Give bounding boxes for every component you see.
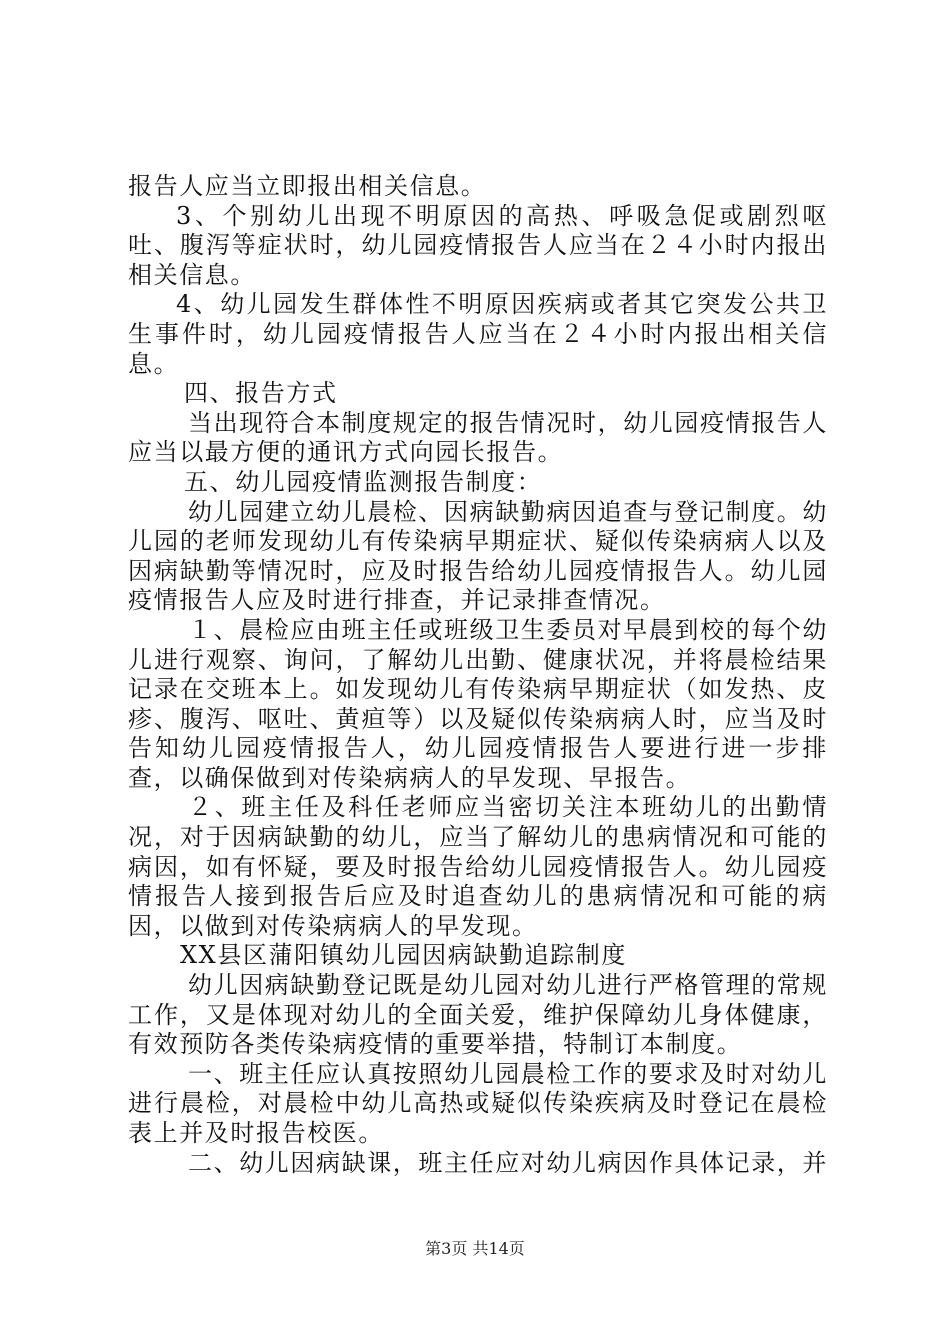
paragraph-report-method: 当出现符合本制度规定的报告情况时，幼儿园疫情报告人应当以最方便的通讯方式向园长报告。 bbox=[128, 408, 828, 467]
paragraph-morning-check: １、晨检应由班主任或班级卫生委员对早晨到校的每个幼儿进行观察、询问，了解幼儿出勤、健康状况，并将晨检结果记录在交班本上。如发现幼儿有传染病早期症状（如发热、皮疹、腹泻、呕吐、黄疸等）以及疑似传染病病人时，应当及时告知幼儿园疫情报告人，幼儿园疫情报告人要进行进一步排查，以确保做到对传染病病人的早发现、早报告。 bbox=[128, 615, 828, 792]
section-heading-monitoring-system: 五、幼儿园疫情监测报告制度： bbox=[184, 467, 543, 496]
paragraph-attendance: ２、班主任及科任老师应当密切关注本班幼儿的出勤情况，对于因病缺勤的幼儿，应当了解幼儿的患病情况和可能的病因，如有怀疑，要及时报告给幼儿园疫情报告人。幼儿园疫情报告人接到报告后应及时追查幼儿的患病情况和可能的病因，以做到对传染病病人的早发现。 bbox=[128, 793, 828, 940]
section-heading-report-method: 四、报告方式 bbox=[184, 379, 338, 408]
page-number-footer: 第3页 共14页 bbox=[425, 1239, 525, 1258]
paragraph-continuation: 报告人应当立即报出相关信息。 bbox=[128, 172, 487, 200]
paragraph-item-3: 3、个别幼儿出现不明原因的高热、呼吸急促或剧烈呕吐、腹泻等症状时，幼儿园疫情报告人应当在２４小时内报出相关信息。 bbox=[128, 201, 828, 289]
paragraph-rule-2: 二、幼儿因病缺课，班主任应对幼儿病因作具体记录，并 bbox=[188, 1148, 828, 1177]
paragraph-rule-1: 一、班主任应认真按照幼儿园晨检工作的要求及时对幼儿进行晨检，对晨检中幼儿高热或疑似传染疾病及时登记在晨检表上并及时报告校医。 bbox=[128, 1059, 828, 1147]
paragraph-item-4: 4、幼儿园发生群体性不明原因疾病或者其它突发公共卫生事件时，幼儿园疫情报告人应当在２４小时内报出相关信息。 bbox=[128, 290, 828, 378]
paragraph-intro: 幼儿因病缺勤登记既是幼儿园对幼儿进行严格管理的常规工作，又是体现对幼儿的全面关爱，维护保障幼儿身体健康，有效预防各类传染病疫情的重要举措，特制订本制度。 bbox=[128, 971, 828, 1059]
document-subtitle: XX县区蒲阳镇幼儿园因病缺勤追踪制度 bbox=[180, 941, 627, 970]
document-body bbox=[128, 172, 828, 1178]
paragraph-monitoring-system: 幼儿园建立幼儿晨检、因病缺勤病因追查与登记制度。幼儿园的老师发现幼儿有传染病早期症状、疑似传染病病人以及因病缺勤等情况时，应及时报告给幼儿园疫情报告人。幼儿园疫情报告人应及时进行排查，并记录排查情况。 bbox=[128, 497, 828, 615]
